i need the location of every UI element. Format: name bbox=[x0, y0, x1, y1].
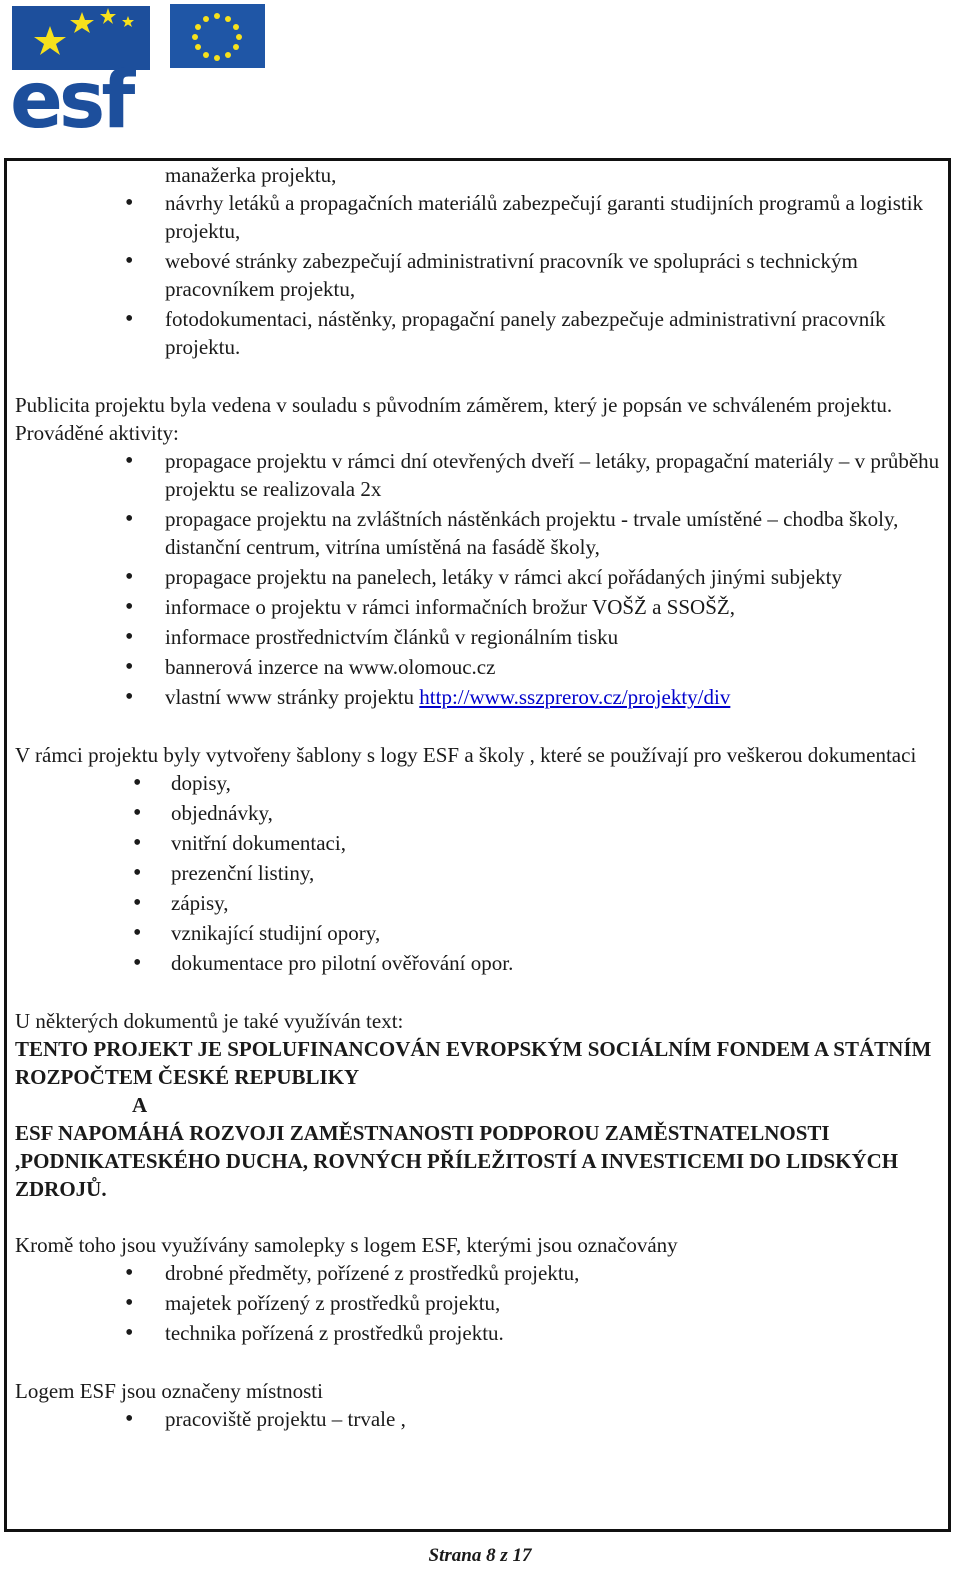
page-number: Strana 8 z 17 bbox=[428, 1545, 532, 1566]
list-item bbox=[15, 683, 945, 711]
rooms-list bbox=[15, 1405, 945, 1433]
documents-list bbox=[15, 769, 945, 977]
document-body bbox=[15, 161, 945, 1435]
list-item: • informace o projektu v rámci informačních brožur VOŠŽ a SSOŠŽ, bbox=[15, 593, 945, 621]
esf-statement: ESF NAPOMÁHÁ ROZVOJI ZAMĚSTNANOSTI PODPOROU ZAMĚSTNATELNOSTI ,PODNIKATESKÉHO DUCHA, ROVNÝCH PŘÍLEŽITOSTÍ A INVESTICEMI DO LIDSKÝCH ZDROJŮ. bbox=[15, 1121, 899, 1201]
list-item: • prezenční listiny, bbox=[15, 859, 945, 887]
list-item: • fotodokumentaci, nástěnky, propagační panely zabezpečuje administrativní pracovník projektu. bbox=[15, 305, 945, 361]
list-item: • propagace projektu v rámci dní otevřených dveří – letáky, propagační materiály – v průběhu projektu se realizovala 2x bbox=[15, 447, 945, 503]
rooms-paragraph: Logem ESF jsou označeny místnosti bbox=[15, 1379, 323, 1403]
list-item: • majetek pořízený z prostředků projektu, bbox=[15, 1289, 945, 1317]
list-item: • vnitřní dokumentaci, bbox=[15, 829, 945, 857]
list-item: • vznikající studijní opory, bbox=[15, 919, 945, 947]
list-item: • technika pořízená z prostředků projektu. bbox=[15, 1319, 945, 1347]
activities-heading: Prováděné aktivity: bbox=[15, 421, 179, 445]
list-item: • dokumentace pro pilotní ověřování opor. bbox=[15, 949, 945, 977]
stickers-list bbox=[15, 1259, 945, 1347]
project-website-link[interactable]: http://www.sszprerov.cz/projekty/div bbox=[419, 685, 731, 709]
list-item: • dopisy, bbox=[15, 769, 945, 797]
list-item: • drobné předměty, pořízené z prostředků projektu, bbox=[15, 1259, 945, 1287]
list-item: • informace prostřednictvím článků v regionálním tisku bbox=[15, 623, 945, 651]
publicity-paragraph: Publicita projektu byla vedena v souladu s původním záměrem, který je popsán ve schváleném projektu. bbox=[15, 393, 893, 417]
text-usage-paragraph: U některých dokumentů je také využíván text: bbox=[15, 1009, 404, 1033]
list-item: • propagace projektu na zvláštních nástěnkách projektu - trvale umístěné – chodba školy, distanční centrum, vitrína umístěná na fasádě školy, bbox=[15, 505, 945, 561]
esf-logo bbox=[10, 4, 270, 132]
svg-text:esf: esf bbox=[10, 56, 132, 132]
list-item: • bannerová inzerce na www.olomouc.cz bbox=[15, 653, 945, 681]
content-frame bbox=[4, 158, 951, 1532]
conjunction-a: A bbox=[132, 1093, 148, 1117]
list-item-text: vlastní www stránky projektu bbox=[165, 685, 420, 709]
list-item: • propagace projektu na panelech, letáky v rámci akcí pořádaných jinými subjekty bbox=[15, 563, 945, 591]
cofinancing-statement: TENTO PROJEKT JE SPOLUFINANCOVÁN EVROPSKÝM SOCIÁLNÍM FONDEM A STÁTNÍM ROZPOČTEM ČESKÉ REPUBLIKY bbox=[15, 1037, 932, 1089]
stickers-paragraph: Kromě toho jsou využívány samolepky s logem ESF, kterými jsou označovány bbox=[15, 1233, 678, 1257]
list-item: • webové stránky zabezpečují administrativní pracovník ve spolupráci s technickým pracovníkem projektu, bbox=[15, 247, 945, 303]
list-item: • návrhy letáků a propagačních materiálů zabezpečují garanti studijních programů a logistik projektu, bbox=[15, 189, 945, 245]
templates-paragraph: V rámci projektu byly vytvořeny šablony s logy ESF a školy , které se používají pro veškerou dokumentaci bbox=[15, 743, 917, 767]
list-continuation: manažerka projektu, bbox=[165, 163, 337, 187]
esf-logo-graphic bbox=[10, 4, 270, 132]
list-item: • objednávky, bbox=[15, 799, 945, 827]
list-item: • pracoviště projektu – trvale , bbox=[15, 1405, 945, 1433]
list-item: • zápisy, bbox=[15, 889, 945, 917]
activities-list bbox=[15, 447, 945, 711]
responsibilities-list bbox=[15, 189, 945, 361]
